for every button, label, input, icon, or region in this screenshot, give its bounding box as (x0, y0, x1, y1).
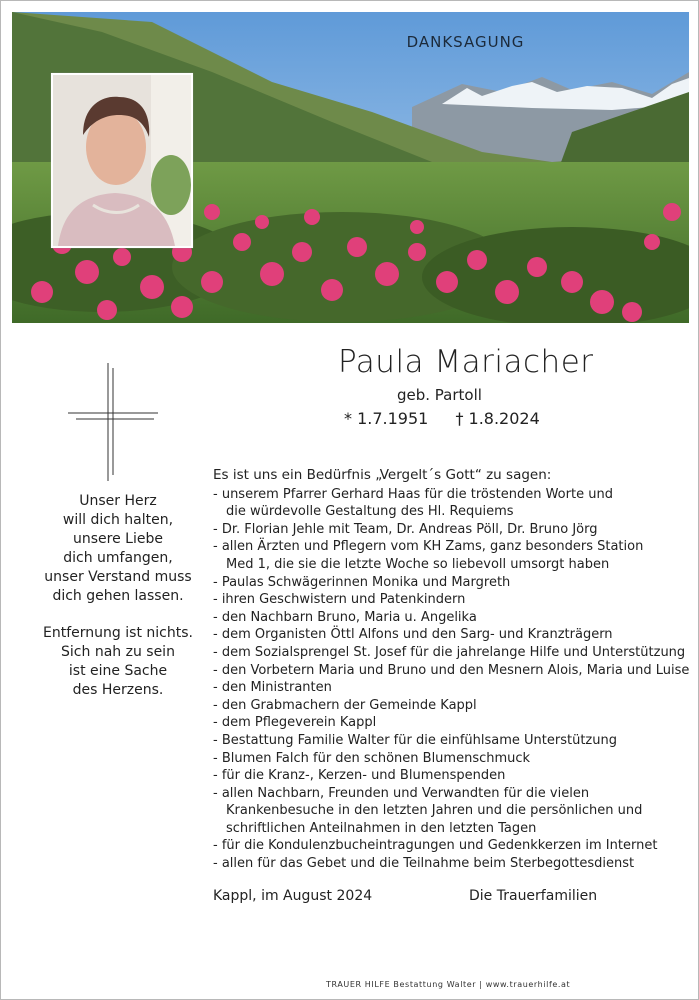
thanks-line-continued: die würdevolle Gestaltung des Hl. Requiems (226, 504, 514, 520)
thanks-line: - Paulas Schwägerinnen Monika und Margreth (213, 574, 511, 590)
thanks-line: - ihren Geschwistern und Patenkindern (213, 592, 466, 608)
footer-imprint: TRAUER HILFE Bestattung Walter | www.trauerhilfe.at (326, 980, 571, 989)
thanks-line: - allen Nachbarn, Freunden und Verwandten für die vielen (213, 785, 590, 801)
thanks-line: - den Nachbarn Bruno, Maria u. Angelika (213, 609, 477, 625)
poem-line: will dich halten, (62, 512, 174, 528)
poem-line: unser Verstand muss (44, 569, 192, 585)
closing-place-date: Kappl, im August 2024 (213, 888, 373, 904)
thanks-line: - dem Organisten Öttl Alfons und den Sarg- und Kranzträgern (213, 627, 613, 643)
birth-date: * 1.7.1951 (344, 409, 429, 428)
landscape-banner (12, 12, 689, 323)
deceased-name: Paula Mariacher (338, 344, 594, 380)
thanks-line-continued: Krankenbesuche in den letzten Jahren und die persönlichen und (226, 803, 643, 819)
thanks-line: - den Vorbetern Maria und Bruno und den Mesnern Alois, Maria und Luise (213, 662, 690, 678)
thanks-intro: Es ist uns ein Bedürfnis „Vergelt´s Gott“ zu sagen: (213, 467, 552, 483)
portrait-image (53, 75, 191, 246)
death-date: † 1.8.2024 (455, 409, 540, 428)
thanks-section (213, 467, 690, 873)
thanks-line: - allen für das Gebet und die Teilnahme beim Sterbegottesdienst (213, 856, 635, 872)
thanks-line: - dem Pflegeverein Kappl (213, 715, 377, 731)
poem-line: unsere Liebe (73, 531, 163, 547)
poem-first (18, 492, 218, 606)
thanks-line: - Blumen Falch für den schönen Blumenschmuck (213, 750, 531, 766)
thanks-line: - dem Sozialsprengel St. Josef für die jahrelange Hilfe und Unterstützung (213, 644, 686, 660)
poem-line: Unser Herz (79, 493, 157, 509)
thanks-line: - unserem Pfarrer Gerhard Haas für die tröstenden Worte und (213, 486, 613, 502)
thanks-line: - den Grabmachern der Gemeinde Kappl (213, 697, 477, 713)
cross-icon (68, 363, 158, 481)
thanks-line: - für die Kondulenzbucheintragungen und Gedenkkerzen im Internet (213, 838, 658, 854)
closing-family: Die Trauerfamilien (469, 888, 598, 904)
maiden-name: geb. Partoll (397, 386, 482, 404)
thanks-line-continued: schriftlichen Anteilnahmen in den letzten Tagen (226, 820, 537, 836)
poem-second (18, 624, 218, 700)
thanks-line: - Bestattung Familie Walter für die einfühlsame Unterstützung (213, 732, 617, 748)
poem-line: dich gehen lassen. (52, 588, 184, 604)
poem-line: des Herzens. (72, 682, 164, 698)
thanks-line: - allen Ärzten und Pflegern vom KH Zams, ganz besonders Station (213, 539, 644, 555)
thanks-line: - den Ministranten (213, 680, 332, 696)
poem-line: dich umfangen, (63, 550, 173, 566)
thanks-line-continued: Med 1, die sie die letzte Woche so liebevoll umsorgt haben (226, 556, 610, 572)
portrait-photo (51, 73, 193, 248)
poem-line: Sich nah zu sein (61, 644, 175, 660)
life-dates (344, 409, 562, 428)
banner-title: DANKSAGUNG (406, 33, 525, 51)
thanks-list (213, 486, 690, 873)
thanks-line: - für die Kranz-, Kerzen- und Blumenspenden (213, 768, 506, 784)
poem-line: Entfernung ist nichts. (43, 625, 193, 641)
thanks-line: - Dr. Florian Jehle mit Team, Dr. Andreas Pöll, Dr. Bruno Jörg (213, 521, 598, 537)
poem-line: ist eine Sache (68, 663, 168, 679)
